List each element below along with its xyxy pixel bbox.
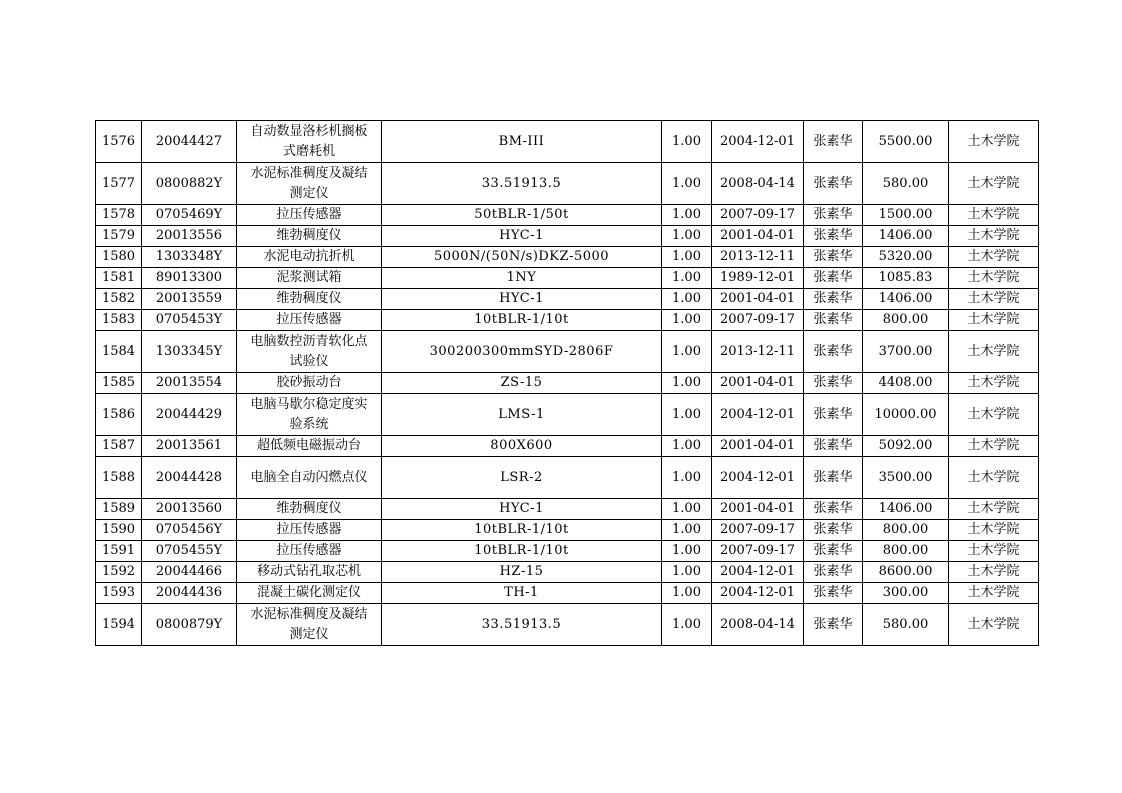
- custodian-cell: 张素华: [804, 373, 863, 394]
- table-row: [96, 289, 1039, 310]
- quantity-cell: 1.00: [662, 394, 712, 436]
- seq-cell: 1590: [96, 520, 142, 541]
- purchase-date-cell: 2007-09-17: [712, 520, 804, 541]
- equipment-name-cell: 维勃稠度仪: [237, 499, 382, 520]
- custodian-cell: 张素华: [804, 163, 863, 205]
- table-row: [96, 604, 1039, 646]
- department-cell: 土木学院: [949, 562, 1039, 583]
- purchase-date-cell: 2004-12-01: [712, 562, 804, 583]
- custodian-cell: 张素华: [804, 268, 863, 289]
- model-cell: ZS-15: [382, 373, 662, 394]
- model-cell: 50tBLR-1/50t: [382, 205, 662, 226]
- model-cell: 300200300mmSYD-2806F: [382, 331, 662, 373]
- quantity-cell: 1.00: [662, 520, 712, 541]
- asset-code-cell: 20013559: [142, 289, 237, 310]
- purchase-date-cell: 2007-09-17: [712, 205, 804, 226]
- price-cell: 1500.00: [863, 205, 949, 226]
- seq-cell: 1584: [96, 331, 142, 373]
- table-row: [96, 520, 1039, 541]
- price-cell: 1406.00: [863, 226, 949, 247]
- department-cell: 土木学院: [949, 541, 1039, 562]
- price-cell: 5500.00: [863, 121, 949, 163]
- model-cell: 5000N/(50N/s)DKZ-5000: [382, 247, 662, 268]
- model-cell: HYC-1: [382, 289, 662, 310]
- model-cell: LSR-2: [382, 457, 662, 499]
- equipment-name-cell: 拉压传感器: [237, 541, 382, 562]
- asset-code-cell: 0705456Y: [142, 520, 237, 541]
- model-cell: TH-1: [382, 583, 662, 604]
- department-cell: 土木学院: [949, 457, 1039, 499]
- seq-cell: 1591: [96, 541, 142, 562]
- table-row: [96, 394, 1039, 436]
- department-cell: 土木学院: [949, 163, 1039, 205]
- equipment-name-cell: 维勃稠度仪: [237, 289, 382, 310]
- quantity-cell: 1.00: [662, 331, 712, 373]
- asset-code-cell: 20044428: [142, 457, 237, 499]
- department-cell: 土木学院: [949, 289, 1039, 310]
- model-cell: HYC-1: [382, 499, 662, 520]
- seq-cell: 1578: [96, 205, 142, 226]
- table-row: [96, 541, 1039, 562]
- quantity-cell: 1.00: [662, 457, 712, 499]
- table-row: [96, 268, 1039, 289]
- equipment-name-cell: 维勃稠度仪: [237, 226, 382, 247]
- model-cell: HYC-1: [382, 226, 662, 247]
- custodian-cell: 张素华: [804, 457, 863, 499]
- purchase-date-cell: 2013-12-11: [712, 331, 804, 373]
- custodian-cell: 张素华: [804, 583, 863, 604]
- purchase-date-cell: 2004-12-01: [712, 457, 804, 499]
- seq-cell: 1594: [96, 604, 142, 646]
- purchase-date-cell: 2001-04-01: [712, 373, 804, 394]
- purchase-date-cell: 2001-04-01: [712, 289, 804, 310]
- price-cell: 800.00: [863, 541, 949, 562]
- asset-code-cell: 20044436: [142, 583, 237, 604]
- quantity-cell: 1.00: [662, 583, 712, 604]
- price-cell: 1085.83: [863, 268, 949, 289]
- price-cell: 5092.00: [863, 436, 949, 457]
- table-row: [96, 499, 1039, 520]
- quantity-cell: 1.00: [662, 121, 712, 163]
- asset-code-cell: 1303348Y: [142, 247, 237, 268]
- table-row: [96, 163, 1039, 205]
- custodian-cell: 张素华: [804, 247, 863, 268]
- department-cell: 土木学院: [949, 436, 1039, 457]
- equipment-name-cell: 拉压传感器: [237, 205, 382, 226]
- custodian-cell: 张素华: [804, 310, 863, 331]
- asset-code-cell: 89013300: [142, 268, 237, 289]
- purchase-date-cell: 2007-09-17: [712, 310, 804, 331]
- model-cell: BM-III: [382, 121, 662, 163]
- equipment-name-cell: 移动式钻孔取芯机: [237, 562, 382, 583]
- table-row: [96, 247, 1039, 268]
- quantity-cell: 1.00: [662, 163, 712, 205]
- equipment-name-cell: 电脑马歇尔稳定度实验系统: [237, 394, 382, 436]
- table-body: [96, 121, 1039, 646]
- quantity-cell: 1.00: [662, 604, 712, 646]
- table-row: [96, 562, 1039, 583]
- table-row: [96, 583, 1039, 604]
- equipment-name-cell: 拉压传感器: [237, 310, 382, 331]
- department-cell: 土木学院: [949, 583, 1039, 604]
- custodian-cell: 张素华: [804, 121, 863, 163]
- quantity-cell: 1.00: [662, 205, 712, 226]
- price-cell: 800.00: [863, 520, 949, 541]
- asset-code-cell: 0800879Y: [142, 604, 237, 646]
- custodian-cell: 张素华: [804, 604, 863, 646]
- purchase-date-cell: 2001-04-01: [712, 436, 804, 457]
- seq-cell: 1585: [96, 373, 142, 394]
- custodian-cell: 张素华: [804, 541, 863, 562]
- department-cell: 土木学院: [949, 310, 1039, 331]
- asset-code-cell: 20013556: [142, 226, 237, 247]
- custodian-cell: 张素华: [804, 331, 863, 373]
- model-cell: HZ-15: [382, 562, 662, 583]
- quantity-cell: 1.00: [662, 247, 712, 268]
- asset-code-cell: 20013554: [142, 373, 237, 394]
- purchase-date-cell: 2007-09-17: [712, 541, 804, 562]
- purchase-date-cell: 2008-04-14: [712, 604, 804, 646]
- equipment-name-cell: 电脑全自动闪燃点仪: [237, 457, 382, 499]
- custodian-cell: 张素华: [804, 520, 863, 541]
- purchase-date-cell: 2001-04-01: [712, 499, 804, 520]
- equipment-table: [95, 120, 1039, 646]
- model-cell: LMS-1: [382, 394, 662, 436]
- purchase-date-cell: 2004-12-01: [712, 583, 804, 604]
- equipment-name-cell: 水泥电动抗折机: [237, 247, 382, 268]
- purchase-date-cell: 2013-12-11: [712, 247, 804, 268]
- equipment-name-cell: 水泥标准稠度及凝结测定仪: [237, 163, 382, 205]
- quantity-cell: 1.00: [662, 499, 712, 520]
- seq-cell: 1577: [96, 163, 142, 205]
- table-row: [96, 373, 1039, 394]
- custodian-cell: 张素华: [804, 562, 863, 583]
- model-cell: 33.51913.5: [382, 163, 662, 205]
- department-cell: 土木学院: [949, 394, 1039, 436]
- seq-cell: 1588: [96, 457, 142, 499]
- asset-code-cell: 20044466: [142, 562, 237, 583]
- price-cell: 1406.00: [863, 289, 949, 310]
- seq-cell: 1581: [96, 268, 142, 289]
- custodian-cell: 张素华: [804, 394, 863, 436]
- table-row: [96, 436, 1039, 457]
- purchase-date-cell: 2008-04-14: [712, 163, 804, 205]
- seq-cell: 1593: [96, 583, 142, 604]
- purchase-date-cell: 1989-12-01: [712, 268, 804, 289]
- custodian-cell: 张素华: [804, 499, 863, 520]
- table-row: [96, 331, 1039, 373]
- quantity-cell: 1.00: [662, 373, 712, 394]
- department-cell: 土木学院: [949, 331, 1039, 373]
- seq-cell: 1580: [96, 247, 142, 268]
- equipment-table-page: [95, 120, 1039, 646]
- table-row: [96, 205, 1039, 226]
- table-row: [96, 121, 1039, 163]
- equipment-name-cell: 电脑数控沥青软化点试验仪: [237, 331, 382, 373]
- price-cell: 3500.00: [863, 457, 949, 499]
- department-cell: 土木学院: [949, 205, 1039, 226]
- custodian-cell: 张素华: [804, 436, 863, 457]
- department-cell: 土木学院: [949, 226, 1039, 247]
- table-row: [96, 457, 1039, 499]
- quantity-cell: 1.00: [662, 226, 712, 247]
- equipment-name-cell: 混凝土碳化测定仪: [237, 583, 382, 604]
- custodian-cell: 张素华: [804, 205, 863, 226]
- asset-code-cell: 0705453Y: [142, 310, 237, 331]
- purchase-date-cell: 2004-12-01: [712, 121, 804, 163]
- seq-cell: 1587: [96, 436, 142, 457]
- custodian-cell: 张素华: [804, 226, 863, 247]
- department-cell: 土木学院: [949, 499, 1039, 520]
- department-cell: 土木学院: [949, 121, 1039, 163]
- quantity-cell: 1.00: [662, 289, 712, 310]
- asset-code-cell: 20013560: [142, 499, 237, 520]
- price-cell: 4408.00: [863, 373, 949, 394]
- price-cell: 580.00: [863, 163, 949, 205]
- purchase-date-cell: 2004-12-01: [712, 394, 804, 436]
- seq-cell: 1582: [96, 289, 142, 310]
- asset-code-cell: 20044427: [142, 121, 237, 163]
- department-cell: 土木学院: [949, 604, 1039, 646]
- equipment-name-cell: 自动数显洛杉机搁板式磨耗机: [237, 121, 382, 163]
- model-cell: 1NY: [382, 268, 662, 289]
- seq-cell: 1576: [96, 121, 142, 163]
- asset-code-cell: 0705455Y: [142, 541, 237, 562]
- model-cell: 10tBLR-1/10t: [382, 520, 662, 541]
- model-cell: 10tBLR-1/10t: [382, 541, 662, 562]
- price-cell: 580.00: [863, 604, 949, 646]
- asset-code-cell: 0800882Y: [142, 163, 237, 205]
- department-cell: 土木学院: [949, 247, 1039, 268]
- equipment-name-cell: 胶砂振动台: [237, 373, 382, 394]
- table-row: [96, 310, 1039, 331]
- asset-code-cell: 1303345Y: [142, 331, 237, 373]
- seq-cell: 1579: [96, 226, 142, 247]
- model-cell: 33.51913.5: [382, 604, 662, 646]
- seq-cell: 1589: [96, 499, 142, 520]
- purchase-date-cell: 2001-04-01: [712, 226, 804, 247]
- asset-code-cell: 20013561: [142, 436, 237, 457]
- seq-cell: 1592: [96, 562, 142, 583]
- quantity-cell: 1.00: [662, 562, 712, 583]
- quantity-cell: 1.00: [662, 436, 712, 457]
- equipment-name-cell: 超低频电磁振动台: [237, 436, 382, 457]
- equipment-name-cell: 水泥标准稠度及凝结测定仪: [237, 604, 382, 646]
- price-cell: 800.00: [863, 310, 949, 331]
- quantity-cell: 1.00: [662, 541, 712, 562]
- equipment-name-cell: 拉压传感器: [237, 520, 382, 541]
- quantity-cell: 1.00: [662, 268, 712, 289]
- price-cell: 10000.00: [863, 394, 949, 436]
- asset-code-cell: 20044429: [142, 394, 237, 436]
- model-cell: 10tBLR-1/10t: [382, 310, 662, 331]
- department-cell: 土木学院: [949, 268, 1039, 289]
- quantity-cell: 1.00: [662, 310, 712, 331]
- model-cell: 800X600: [382, 436, 662, 457]
- price-cell: 3700.00: [863, 331, 949, 373]
- price-cell: 8600.00: [863, 562, 949, 583]
- department-cell: 土木学院: [949, 520, 1039, 541]
- asset-code-cell: 0705469Y: [142, 205, 237, 226]
- equipment-name-cell: 泥浆测试箱: [237, 268, 382, 289]
- price-cell: 1406.00: [863, 499, 949, 520]
- department-cell: 土木学院: [949, 373, 1039, 394]
- seq-cell: 1586: [96, 394, 142, 436]
- table-row: [96, 226, 1039, 247]
- custodian-cell: 张素华: [804, 289, 863, 310]
- seq-cell: 1583: [96, 310, 142, 331]
- price-cell: 300.00: [863, 583, 949, 604]
- price-cell: 5320.00: [863, 247, 949, 268]
